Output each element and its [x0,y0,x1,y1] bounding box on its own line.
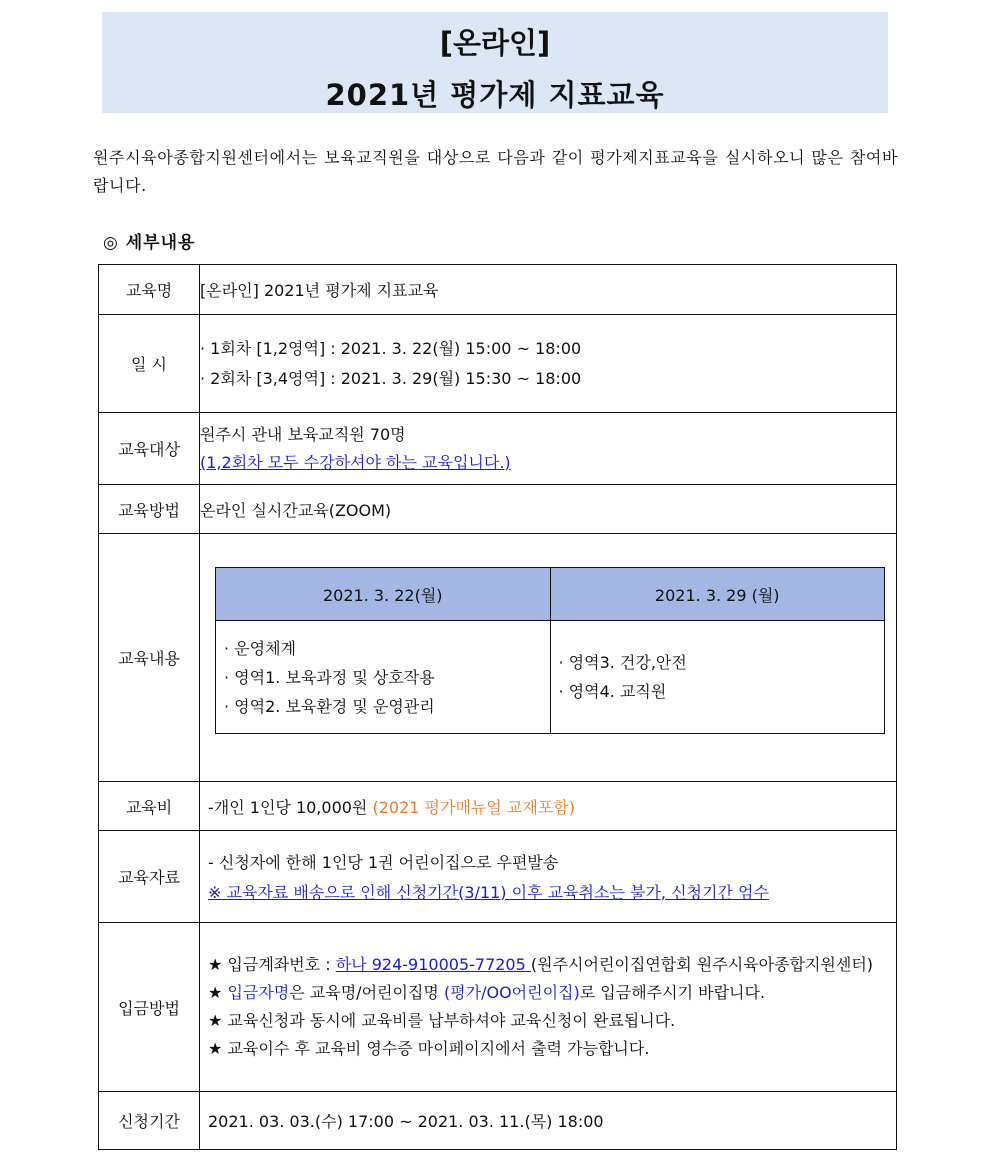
row-period [99,1092,897,1150]
row-label: 교육명 [99,265,200,315]
row-content [99,534,897,782]
list-item: · 영역4. 교직원 [558,682,667,701]
list-item: · 영역3. 건강,안전 [558,653,687,672]
fee-note: (2021 평가매뉴얼 교재포함) [372,797,575,817]
row-label: 교육대상 [99,413,200,485]
row-payment [99,923,897,1092]
title-banner [102,12,888,113]
row-label: 교육내용 [99,534,200,782]
fee-value: -개인 1인당 10,000원 [208,797,373,817]
account-number-link[interactable]: 하나 924-910005-77205 [335,955,531,974]
row-target [99,413,897,485]
course-name-value: [온라인] 2021년 평가제 지표교육 [200,265,897,315]
content-day2-cell [550,621,885,734]
schedule-line-2: · 2회차 [3,4영역] : 2021. 3. 29(월) 15:30 ~ 18:00 [200,368,582,388]
row-label: 교육방법 [99,485,200,534]
method-value: 온라인 실시간교육(ZOOM) [200,485,897,534]
row-label: 신청기간 [99,1092,200,1150]
page-title: 2021년 평가제 지표교육 [325,78,665,112]
content-header-day2: 2021. 3. 29 (월) [550,568,885,621]
content-day1-cell [216,621,551,734]
row-label: 교육비 [99,782,200,831]
material-note-link[interactable]: ※ 교육자료 배송으로 인해 신청기간(3/11) 이후 교육취소는 불가, 신청기간 엄수 [208,882,769,902]
payment-account-line: ★ 입금계좌번호 : 하나 924-910005-77205 (원주시어린이집연합회 원주시육아종합지원센터) [208,955,874,974]
content-table [215,567,885,734]
depositor-example: (평가/OO어린이집) [443,983,580,1002]
depositor-keyword: 입금자명 [227,983,290,1002]
title-tag: [온라인] [439,26,551,60]
intro-paragraph: 원주시육아종합지원센터에서는 보육교직원을 대상으로 다음과 같이 평가제지표교육을 실시하오니 많은 참여바랍니다. [93,148,898,195]
material-value: - 신청자에 한해 1인당 1권 어린이집으로 우편발송 [208,852,559,872]
payment-line-4: ★ 교육이수 후 교육비 영수증 마이페이지에서 출력 가능합니다. [208,1039,650,1058]
row-schedule [99,315,897,413]
target-value: 원주시 관내 보육교직원 70명 [200,424,406,444]
schedule-line-1: · 1회차 [1,2영역] : 2021. 3. 22(월) 15:00 ~ 18:00 [200,338,582,358]
row-label: 입금방법 [99,923,200,1092]
row-method [99,485,897,534]
row-label: 교육자료 [99,831,200,923]
details-table [98,264,897,1150]
row-material [99,831,897,923]
row-course-name [99,265,897,315]
section-heading: ◎ 세부내용 [103,233,196,253]
list-item: · 영역2. 보육환경 및 운영관리 [224,696,435,716]
content-header-day1: 2021. 3. 22(월) [216,568,551,621]
row-label: 일 시 [99,315,200,413]
payment-depositor-line: ★ 입금자명은 교육명/어린이집명 (평가/OO어린이집)로 입금해주시기 바랍니다. [208,983,766,1002]
list-item: · 운영체계 [224,638,296,658]
target-note-link[interactable]: (1,2회차 모두 수강하셔야 하는 교육입니다.) [200,452,511,472]
period-value: 2021. 03. 03.(수) 17:00 ~ 2021. 03. 11.(목) 18:00 [200,1092,897,1150]
list-item: · 영역1. 보육과정 및 상호작용 [224,667,435,687]
row-fee [99,782,897,831]
payment-line-3: ★ 교육신청과 동시에 교육비를 납부하셔야 교육신청이 완료됩니다. [208,1011,676,1030]
